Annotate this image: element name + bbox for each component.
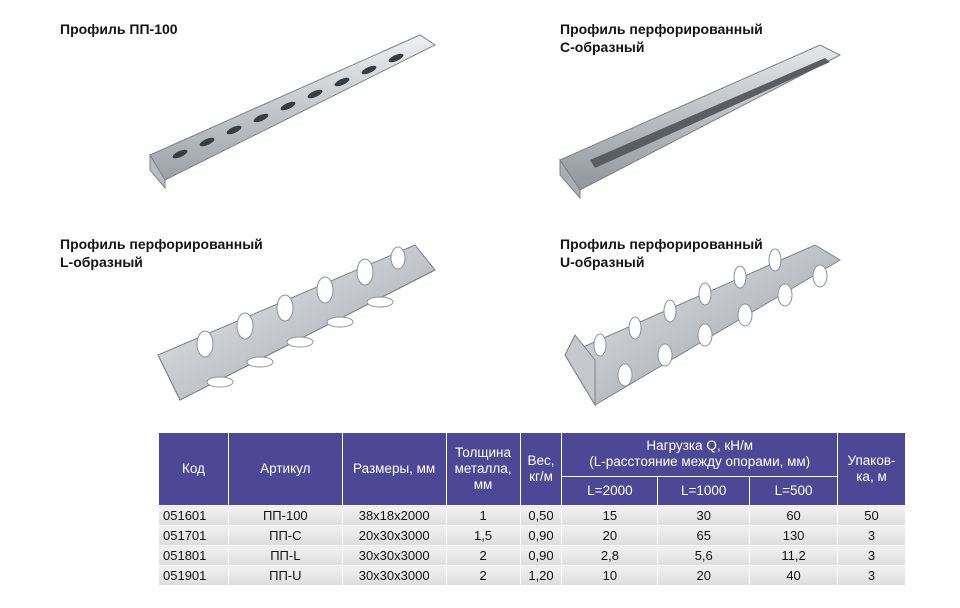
cell-size: 30x30x3000 <box>342 566 446 586</box>
header-article: Артикул <box>228 433 342 506</box>
cell-q2000: 2,8 <box>562 546 658 566</box>
caption-u-profile-line2: U-образный <box>560 254 645 270</box>
cell-pack: 3 <box>837 526 905 546</box>
cell-size: 30x30x3000 <box>342 546 446 566</box>
cell-thickness: 2 <box>446 566 520 586</box>
header-thickness-line1: Толщина <box>455 445 511 460</box>
header-size: Размеры, мм <box>342 433 446 506</box>
caption-l-profile-line2: L-образный <box>60 254 143 270</box>
u-profile-image <box>555 240 855 415</box>
table-row <box>159 566 906 586</box>
c-profile-image <box>550 40 850 200</box>
table-row <box>159 506 906 526</box>
cell-thickness: 2 <box>446 546 520 566</box>
cell-pack: 50 <box>837 506 905 526</box>
cell-article: ПП-100 <box>228 506 342 526</box>
caption-c-profile-line2: С-образный <box>560 39 645 55</box>
caption-u-profile-line1: Профиль перфорированный <box>560 236 763 252</box>
cell-q500: 40 <box>750 566 838 586</box>
cell-article: ПП-U <box>228 566 342 586</box>
spec-table <box>158 432 906 586</box>
cell-pack: 3 <box>837 546 905 566</box>
cell-weight: 1,20 <box>520 566 562 586</box>
cell-article: ПП-С <box>228 526 342 546</box>
header-thickness <box>446 433 520 506</box>
header-load-500: L=500 <box>750 476 838 505</box>
header-pack-line1: Упаков- <box>847 453 896 468</box>
header-pack <box>837 433 905 506</box>
header-pack-line2: ка, м <box>856 469 887 484</box>
cell-code: 051901 <box>159 566 229 586</box>
cell-size: 38x18x2000 <box>342 506 446 526</box>
caption-l-profile-line1: Профиль перфорированный <box>60 236 263 252</box>
cell-q500: 130 <box>750 526 838 546</box>
cell-code: 051701 <box>159 526 229 546</box>
table-row <box>159 546 906 566</box>
caption-c-profile-line1: Профиль перфорированный <box>560 21 763 37</box>
cell-weight: 0,90 <box>520 546 562 566</box>
cell-weight: 0,90 <box>520 526 562 546</box>
header-load-2000: L=2000 <box>562 476 658 505</box>
header-load-1000: L=1000 <box>658 476 750 505</box>
cell-thickness: 1 <box>446 506 520 526</box>
cell-thickness: 1,5 <box>446 526 520 546</box>
cell-code: 051601 <box>159 506 229 526</box>
cell-q1000: 30 <box>658 506 750 526</box>
cell-weight: 0,50 <box>520 506 562 526</box>
cell-pack: 3 <box>837 566 905 586</box>
cell-code: 051801 <box>159 546 229 566</box>
cell-q2000: 20 <box>562 526 658 546</box>
table-row <box>159 526 906 546</box>
pp100-rail-image <box>140 30 440 190</box>
l-profile-image <box>150 240 450 410</box>
header-code: Код <box>159 433 229 506</box>
header-weight-line2: кг/м <box>529 469 553 484</box>
header-thickness-line2: металла, <box>454 461 512 476</box>
cell-q500: 60 <box>750 506 838 526</box>
cell-q1000: 5,6 <box>658 546 750 566</box>
header-load-line1: Нагрузка Q, кН/м <box>646 438 754 454</box>
cell-q500: 11,2 <box>750 546 838 566</box>
cell-q1000: 65 <box>658 526 750 546</box>
cell-article: ПП-L <box>228 546 342 566</box>
cell-q2000: 10 <box>562 566 658 586</box>
cell-size: 20x30x3000 <box>342 526 446 546</box>
cell-q1000: 20 <box>658 566 750 586</box>
header-load <box>562 433 838 477</box>
cell-q2000: 15 <box>562 506 658 526</box>
header-load-line2: (L-расстояние между опорами, мм) <box>589 454 811 470</box>
header-thickness-line3: мм <box>473 477 493 492</box>
header-weight <box>520 433 562 506</box>
header-weight-line1: Вес, <box>527 453 555 468</box>
caption-pp100-line1: Профиль ПП-100 <box>60 21 178 37</box>
